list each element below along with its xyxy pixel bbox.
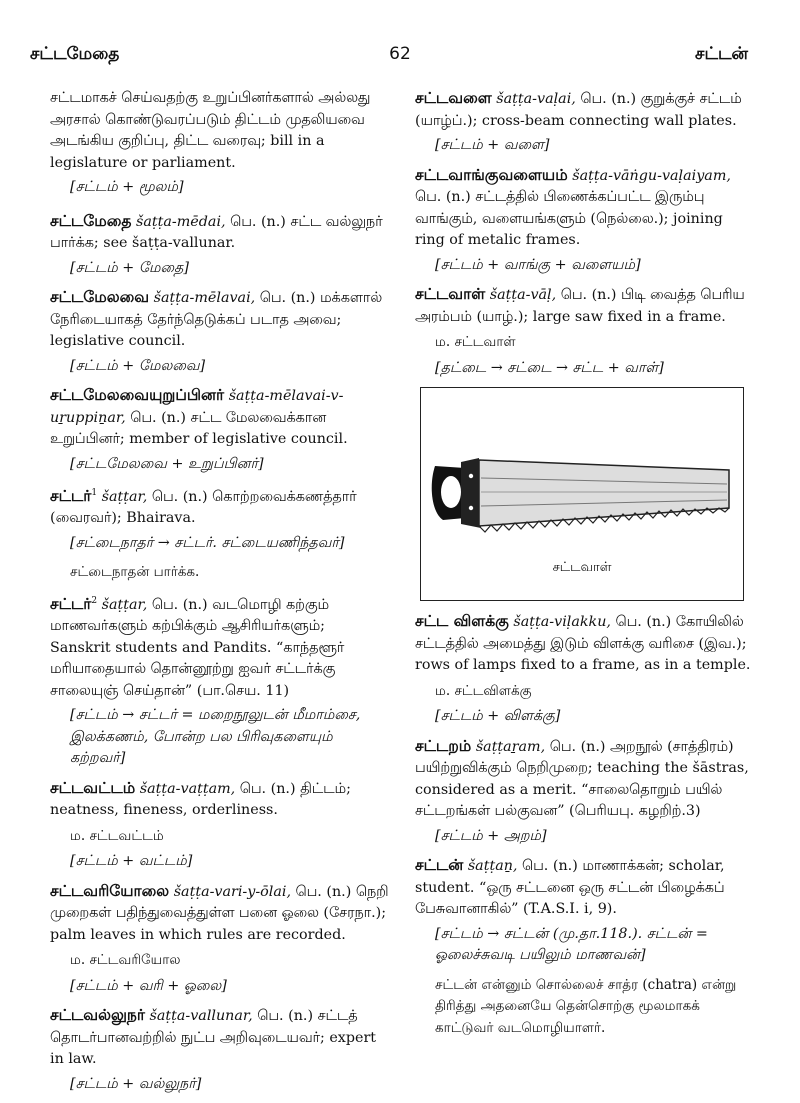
transliteration: šaṭṭa-vāṅgu-vaḷaiyam, (572, 167, 731, 184)
transliteration: šaṭṭa-mēdai, (136, 213, 226, 230)
headword: சட்டமேதை (50, 211, 132, 230)
headword: சட்டவளை (415, 89, 492, 107)
etymology: [சட்டம் + அறம்] (435, 827, 547, 844)
transliteration: šaṭṭa-mēlavai, (153, 290, 256, 306)
etymology-note: சட்டன் என்னும் சொல்லைச் சாத்ர (chatra) என்று திரித்து அதனையே தென்சொற்கு மூலமாகக் காட்டுவர் வடமொழியாளர். (435, 976, 737, 1036)
entry-body: பெ. (n.) கோயிலில் சட்டத்தில் அமைத்து இடும் விளக்கு வரிசை (இவ.); rows of lamps fixed to a frame, as in a temple. (415, 614, 751, 673)
etymology: [சட்டம் → சட்டன் (மு.தா.118.). சட்டன் = ஓலைச்சுவடி பயிலும் மாணவன்] (435, 925, 708, 963)
headword: சட்டவட்டம் (50, 778, 136, 797)
etymology: [சட்டம் + வரி + ஓலை] (70, 977, 227, 994)
transliteration: šaṭṭa-viḷakku, (513, 614, 611, 630)
etymology: [சட்டம் + விளக்கு] (435, 708, 561, 724)
dictionary-entry (50, 591, 390, 770)
transliteration: šaṭṭaṟam, (475, 738, 546, 755)
headword: சட்டவாள் (415, 285, 486, 303)
headword: சட்டமேலவை (50, 288, 150, 306)
dictionary-entry (50, 385, 390, 475)
right-column (415, 88, 755, 1046)
header-left-guideword: சட்டமேதை (30, 44, 120, 64)
malayalam-cognate: ம. சட்டவிளக்கு (435, 682, 532, 699)
left-column (50, 88, 390, 1103)
dictionary-entry (50, 778, 390, 873)
transliteration: šaṭṭa-vaḷai, (496, 91, 576, 107)
dictionary-entry (415, 736, 755, 848)
transliteration: šaṭṭaṉ, (467, 858, 518, 874)
headword: சட்டவரியோலை (50, 881, 170, 900)
dictionary-entry (415, 611, 755, 728)
transliteration: šaṭṭa-vaṭṭam, (139, 780, 236, 797)
malayalam-cognate: ம. சட்டவட்டம் (70, 827, 164, 844)
saw-figure (420, 387, 744, 601)
entry-body: பெ. (n.) பிடி வைத்த பெரிய அரம்பம் (யாழ்.); large saw fixed in a frame. (415, 287, 745, 325)
etymology: [சட்டம் + வளை] (435, 137, 550, 153)
etymology: [சட்டம் + வட்டம்] (70, 853, 193, 870)
entry-body: பெ. (n.) சட்ட மேலவைக்கான உறுப்பினர்; member of legislative council. (50, 409, 348, 447)
dictionary-entry (50, 211, 390, 280)
homonym-number: 1 (91, 488, 98, 498)
etymology: [தட்டை → சட்டை → சட்ட + வாள்] (435, 359, 664, 376)
entry-body: பெ. (n.) குறுக்குச் சட்டம் (யாழ்ப்.); cross-beam connecting wall plates. (415, 91, 742, 129)
transliteration: šaṭṭa-vāḷ, (489, 287, 557, 303)
malayalam-cognate: ம. சட்டவாள் (435, 334, 516, 350)
headword: சட்டவாங்குவளையம் (415, 165, 568, 184)
etymology: [சட்டம் + மேதை] (70, 259, 189, 276)
etymology: [சட்டைநாதர் → சட்டர். சட்டையணிந்தவர்] (70, 534, 345, 551)
headword: சட்டன் (415, 856, 464, 874)
dictionary-entry (415, 284, 755, 379)
etymology: [சட்டம் + வல்லுநர்] (70, 1075, 202, 1092)
headword: சட்டறம் (415, 736, 472, 755)
header-right-guideword: சட்டன் (695, 44, 748, 64)
entry-body: பெ. (n.) சட்டத்தில் பிணைக்கப்பட்ட இரும்பு வாங்கும், வளையங்களும் (நெல்லை.); joining ring of metalic frames. (415, 189, 723, 248)
entry-body: பெ. (n.) சட்ட வல்லுநர் பார்க்க; see šaṭṭa-vallunar. (50, 213, 383, 251)
headword: சட்டமேலவையுறுப்பினர் (50, 386, 225, 404)
dictionary-entry (50, 287, 390, 377)
transliteration: šaṭṭa-vari-y-ōlai, (173, 883, 291, 900)
etymology: [சட்டமேலவை + உறுப்பினர்] (70, 455, 264, 472)
entry-body: சட்டமாகச் செய்வதற்கு உறுப்பினர்களால் அல்லது அரசால் கொண்டுவரப்படும் திட்டம் முதலியவை அடங்கிய குறிப்பு, திட்ட வரைவு; bill in a legislature or parliament. (50, 90, 371, 171)
entry-body: பெ. (n.) அறநூல் (சாத்திரம்) பயிற்றுவிக்கும் நெறிமுறை; teaching the šāstras, considered as a merit. “சாலைதொறும் பயில் சட்டறங்கள் பல்குவன” (பெரியபு. கழறிற்.3) (415, 738, 749, 819)
headword: சட்டவல்லுநர் (50, 1006, 145, 1025)
entry-body: பெ. (n.) மாணாக்கன்; scholar, student. “ஒரு சட்டனை ஒரு சட்டன் பிழைக்கப் பேசுவானாகில்” (T.A.S.I. i, 9). (415, 858, 725, 917)
headword: சட்டர் (50, 486, 92, 505)
dictionary-entry (50, 881, 390, 998)
dictionary-entry (50, 483, 390, 584)
etymology: [சட்டம் + மேலவை] (70, 357, 206, 374)
headword: சட்ட விளக்கு (415, 612, 509, 630)
etymology: [சட்டம் → சட்டர் = மறைநூலுடன் மீமாம்சை, இலக்கணம், போன்ற பல பிரிவுகளையும் கற்றவர்] (70, 707, 361, 767)
cross-reference: சட்டைநாதன் பார்க்க. (70, 564, 200, 581)
transliteration: šaṭṭa-vallunar, (149, 1008, 253, 1025)
homonym-number: 2 (91, 595, 98, 606)
transliteration: šaṭṭa-mēlavai-v-uṟuppiṉar, (50, 388, 344, 426)
etymology: [சட்டம் + வாங்கு + வளையம்] (435, 256, 641, 273)
transliteration: šaṭṭar, (101, 488, 148, 505)
headword: சட்டர் (50, 594, 92, 613)
malayalam-cognate: ம. சட்டவரியோல (70, 952, 181, 969)
page-header (0, 44, 800, 74)
entry-body: பெ. (n.) கொற்றவைக்கணத்தார் (வைரவர்); Bhairava. (50, 488, 357, 527)
continued-entry (50, 88, 390, 199)
etymology: [சட்டம் + மூலம்] (70, 179, 184, 195)
page-number: 62 (389, 44, 411, 64)
entry-body: பெ. (n.) நெறி முறைகள் பதிந்துவைத்துள்ள பனை ஓலை (சேரநா.); palm leaves in which rules are recorded. (50, 883, 389, 943)
entry-body: பெ. (n.) மக்களால் நேரிடையாகத் தேர்ந்தெடுக்கப் படாத அவை; legislative council. (50, 290, 383, 349)
transliteration: šaṭṭar, (101, 596, 148, 613)
dictionary-entry (415, 855, 755, 1039)
dictionary-entry (415, 88, 755, 157)
entry-body: பெ. (n.) திட்டம்; neatness, fineness, orderliness. (50, 780, 351, 819)
entry-body: பெ. (n.) வடமொழி கற்கும் மாணவர்களும் கற்பிக்கும் ஆசிரியர்களும்; Sanskrit students and Pandits. “காந்தளூர் மரியாதையால் தொன்னூற்று ஐவர் சட்டர்க்கு சாலையுஞ் செய்தான்” (பா.செய. 11) (50, 596, 345, 699)
entry-body: பெ. (n.) சட்டத் தொடர்பானவற்றில் நுட்ப அறிவுடையவர்; expert in law. (50, 1008, 377, 1068)
dictionary-entry (50, 1005, 390, 1095)
dictionary-entry (415, 165, 755, 277)
figure-caption: சட்டவாள் (552, 559, 612, 575)
